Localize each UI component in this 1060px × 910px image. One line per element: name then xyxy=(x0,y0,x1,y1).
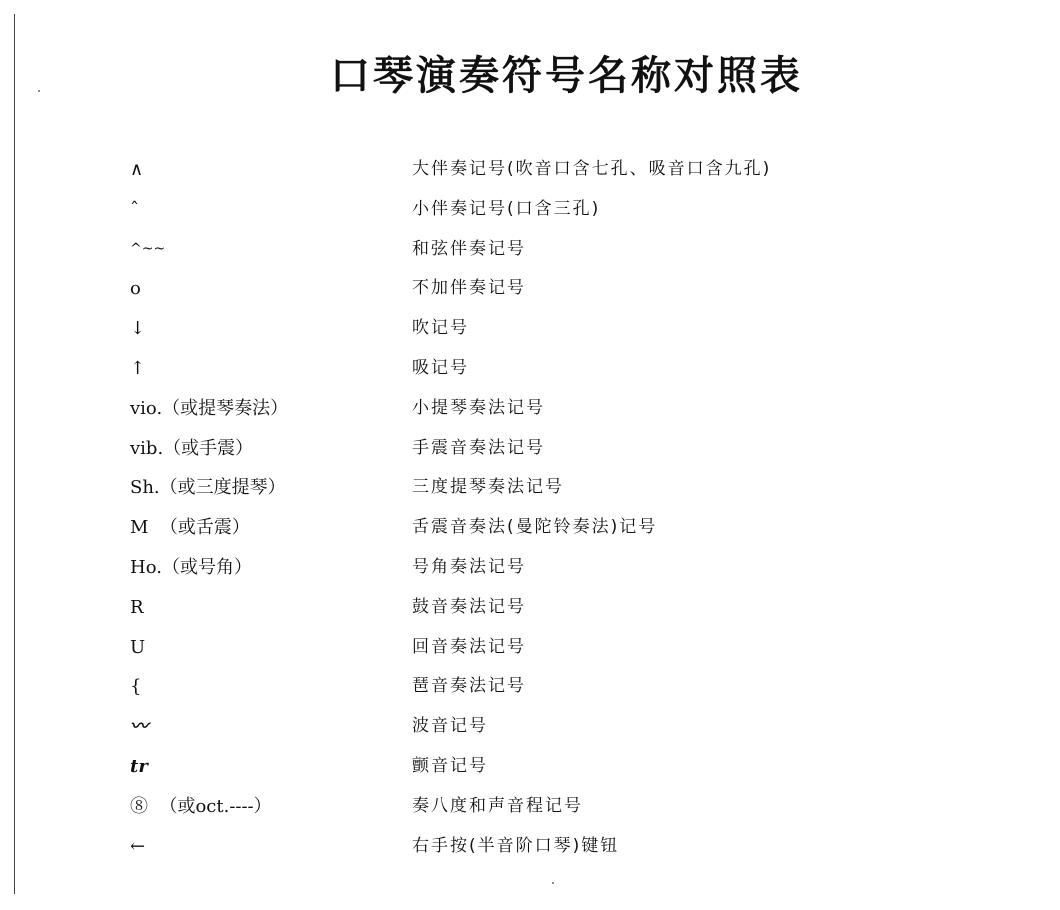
table-row xyxy=(0,747,1060,787)
table-row xyxy=(0,628,1060,668)
description-cell: 鼓音奏法记号 xyxy=(412,596,526,617)
table-row xyxy=(0,707,1060,747)
symbol-cell: vio.（或提琴奏法） xyxy=(130,397,289,419)
description-cell: 号角奏法记号 xyxy=(412,556,526,577)
symbol-cell: tr xyxy=(130,755,148,777)
symbol-cell: ↓ xyxy=(130,318,146,340)
symbol-cell: ↑ xyxy=(130,357,146,379)
symbol-cell: { xyxy=(130,676,142,698)
symbol-cell: ˆ xyxy=(130,198,139,220)
symbol-cell: ⑧ （或oct.----） xyxy=(130,795,272,817)
table-row xyxy=(0,309,1060,349)
symbol-cell: Sh.（或三度提琴） xyxy=(130,477,286,499)
symbol-cell: Ho.（或号角） xyxy=(130,556,252,578)
description-cell: 吸记号 xyxy=(412,357,469,378)
description-cell: 奏八度和声音程记号 xyxy=(412,795,583,816)
description-cell: 颤音记号 xyxy=(412,755,488,776)
symbol-cell: R xyxy=(130,596,144,618)
table-row xyxy=(0,588,1060,628)
description-cell: 吹记号 xyxy=(412,318,469,339)
description-cell: 小提琴奏法记号 xyxy=(412,397,545,418)
symbol-cell: ∧ xyxy=(130,159,144,180)
table-row xyxy=(0,468,1060,508)
symbol-cell: vib.（或手震） xyxy=(130,437,254,459)
description-cell: 手震音奏法记号 xyxy=(412,437,545,458)
description-cell: 大伴奏记号(吹音口含七孔、吸音口含九孔) xyxy=(412,159,772,179)
description-cell: 三度提琴奏法记号 xyxy=(412,477,564,498)
symbol-cell: U xyxy=(130,636,146,658)
symbol-cell: ^~~ xyxy=(130,240,166,257)
table-row xyxy=(0,429,1060,469)
scan-speck xyxy=(552,882,554,884)
table-row xyxy=(0,349,1060,389)
symbol-cell: M （或舌震） xyxy=(130,517,250,539)
table-row xyxy=(0,150,1060,190)
description-cell: 不加伴奏记号 xyxy=(412,278,526,299)
table-row xyxy=(0,508,1060,548)
table-row xyxy=(0,190,1060,230)
description-cell: 波音记号 xyxy=(412,716,488,737)
table-row xyxy=(0,827,1060,867)
symbol-table xyxy=(0,150,1060,866)
table-row xyxy=(0,667,1060,707)
symbol-cell: o xyxy=(130,278,141,300)
scan-speck xyxy=(38,90,40,92)
table-row xyxy=(0,269,1060,309)
description-cell: 回音奏法记号 xyxy=(412,636,526,657)
description-cell: 琶音奏法记号 xyxy=(412,676,526,697)
table-row xyxy=(0,548,1060,588)
table-row xyxy=(0,389,1060,429)
description-cell: 和弦伴奏记号 xyxy=(412,238,526,259)
symbol-cell: ← xyxy=(130,835,146,857)
table-row xyxy=(0,230,1060,270)
description-cell: 小伴奏记号(口含三孔) xyxy=(412,198,601,219)
description-cell: 舌震音奏法(曼陀铃奏法)记号 xyxy=(412,517,658,538)
description-cell: 右手按(半音阶口琴)键钮 xyxy=(412,835,620,856)
table-row xyxy=(0,787,1060,827)
page-title: 口琴演奏符号名称对照表 xyxy=(330,52,803,99)
symbol-cell: 〰 xyxy=(130,716,148,738)
